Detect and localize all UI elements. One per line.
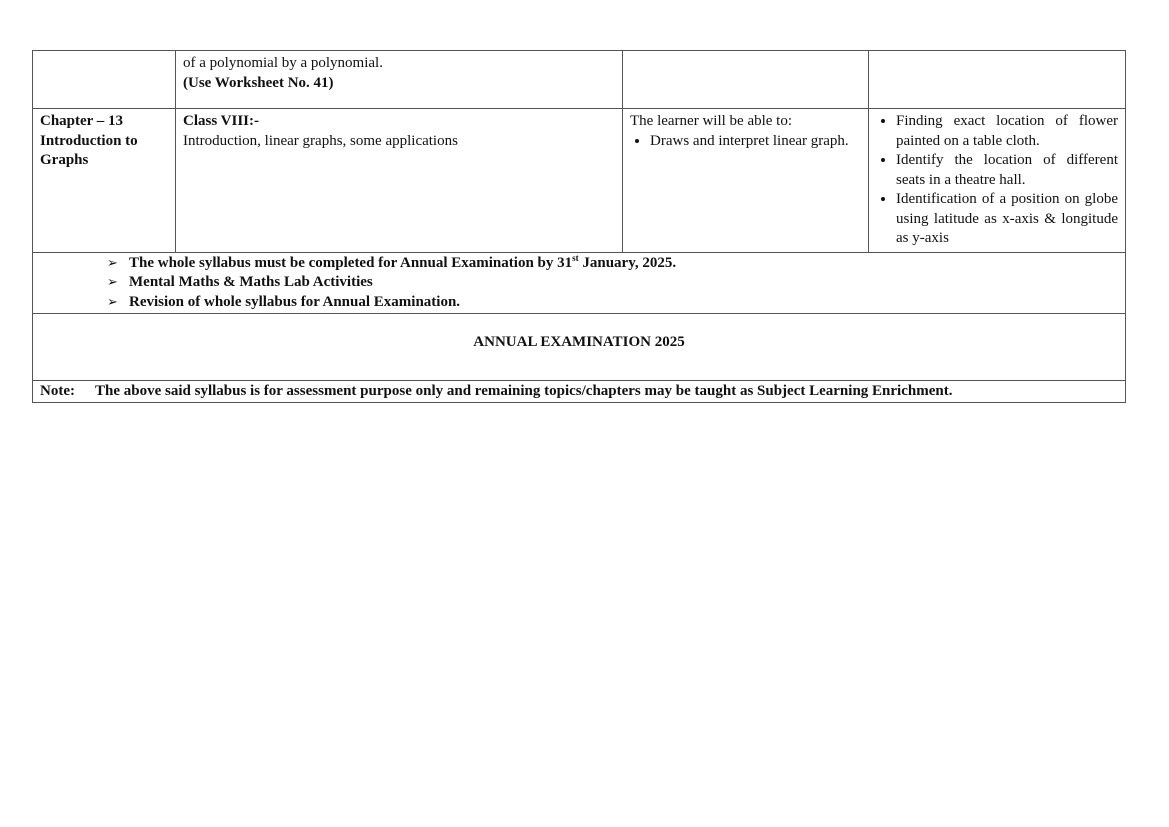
table-row — [33, 109, 1126, 253]
content-cell — [176, 109, 623, 253]
syllabus-table — [32, 50, 1126, 403]
list-item: • Identify the location of different seats in a theatre hall. — [896, 151, 1118, 190]
chapter-number: Chapter – 13 — [40, 113, 124, 129]
activities-list — [876, 112, 1118, 249]
note-text: The above said syllabus is for assessment purpose only and remaining topics/chapters may be taught as Subject Learning Enrichment. — [95, 383, 953, 399]
list-item: ➢ Mental Maths & Maths Lab Activities — [107, 273, 1118, 293]
list-item: • Identification of a position on globe using latitude as x-axis & longitude as y-axis — [896, 190, 1118, 249]
list-item: ➢ Revision of whole syllabus for Annual Examination. — [107, 293, 1118, 313]
outcomes-cell — [623, 109, 869, 253]
worksheet-reference: (Use Worksheet No. 41) — [183, 74, 334, 91]
table-row — [33, 51, 1126, 109]
list-item: ➢ The whole syllabus must be completed for Annual Examination by 31st January, 2025. — [107, 254, 1118, 274]
activities-cell — [869, 51, 1126, 109]
chapter-cell — [33, 109, 176, 253]
class-label: Class VIII:- — [183, 113, 259, 129]
outcomes-cell — [623, 51, 869, 109]
table-row — [33, 314, 1126, 381]
content-text: of a polynomial by a polynomial. — [183, 55, 383, 71]
list-item: • Finding exact location of flower painted on a table cloth. — [896, 112, 1118, 151]
table-row — [33, 381, 1126, 403]
outcomes-list — [630, 132, 861, 152]
chapter-title-line: Graphs — [40, 152, 89, 168]
note-label: Note: — [40, 383, 75, 399]
list-item: • Draws and interpret linear graph. — [650, 132, 861, 152]
instructions-cell — [33, 252, 1126, 314]
note-cell — [33, 381, 1126, 403]
table-row — [33, 252, 1126, 314]
instructions-list — [40, 254, 1118, 313]
activities-cell — [869, 109, 1126, 253]
content-text: Introduction, linear graphs, some applications — [183, 132, 458, 149]
arrow-bullet-icon: ➢ — [107, 275, 118, 290]
chapter-cell — [33, 51, 176, 109]
content-cell — [176, 51, 623, 109]
exam-title: ANNUAL EXAMINATION 2025 — [33, 314, 1126, 381]
arrow-bullet-icon: ➢ — [107, 294, 118, 310]
chapter-title-line: Introduction to — [40, 132, 138, 149]
arrow-bullet-icon: ➢ — [107, 255, 118, 271]
outcomes-intro: The learner will be able to: — [630, 113, 793, 129]
